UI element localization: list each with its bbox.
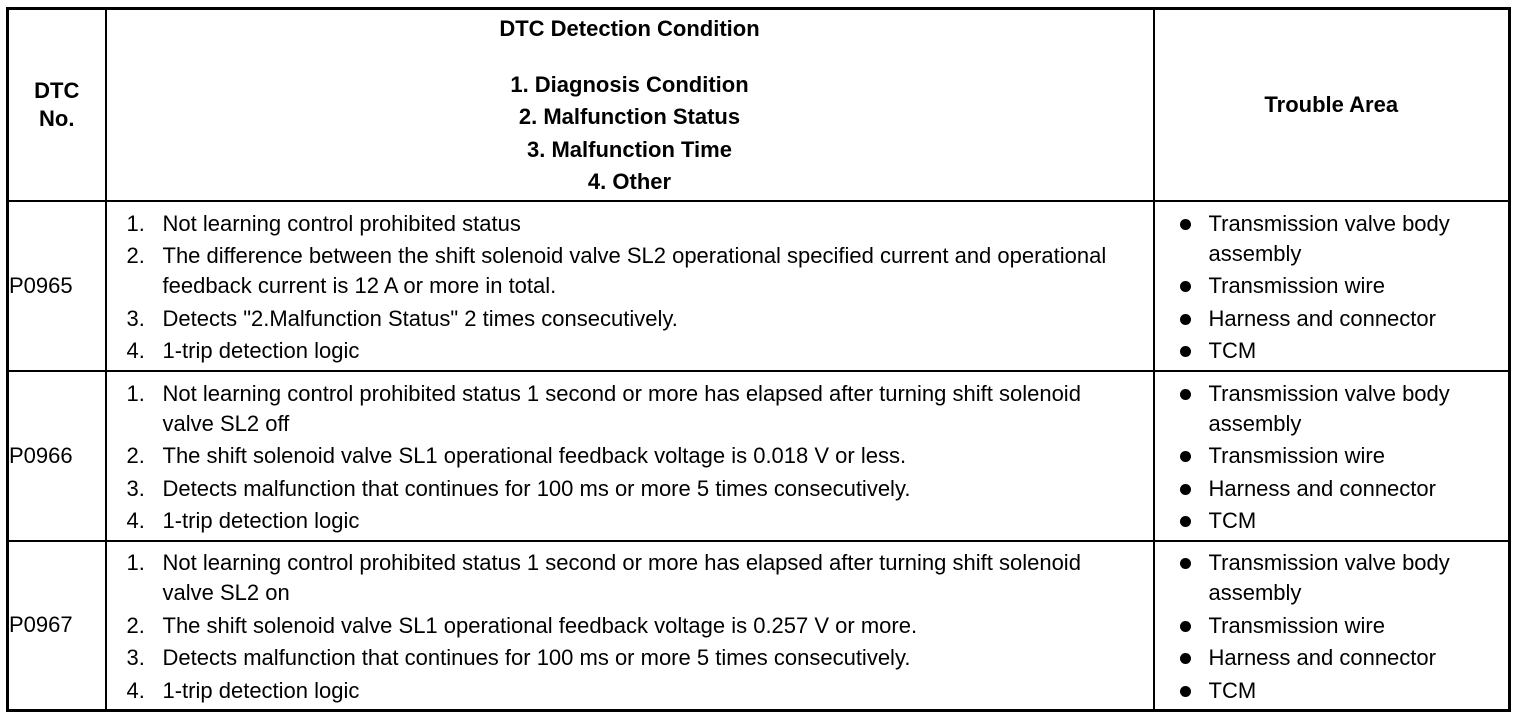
condition-item [127,611,1153,641]
bullet-icon [1177,336,1209,366]
header-detection-condition [106,9,1154,201]
bullet-icon [1177,441,1209,471]
condition-text: Not learning control prohibited status 1 second or more has elapsed after turning shift solenoid valve SL2 off [162,380,1081,436]
condition-item [127,506,1153,536]
trouble-area-item [1177,304,1509,334]
condition-number: 4. [126,338,145,363]
condition-number: 2. [126,243,145,268]
dtc-code-cell: P0967 [8,541,106,711]
condition-text: The shift solenoid valve SL1 operational feedback voltage is 0.018 V or less. [162,443,907,468]
trouble-area-item [1177,611,1509,641]
condition-item [127,643,1153,673]
condition-item [127,474,1153,504]
condition-item [127,304,1153,334]
trouble-area-list [1155,542,1509,706]
trouble-area-text: Harness and connector [1208,645,1436,671]
trouble-area-item [1177,676,1509,706]
bullet-icon [1177,474,1209,504]
trouble-area-text: TCM [1208,677,1257,703]
condition-number: 4. [126,677,145,703]
condition-item [127,379,1153,439]
condition-number: 3. [126,305,145,331]
table-row [8,541,1510,711]
condition-text: The difference between the shift solenoid valve SL2 operational specified current and operational feedback current is 12 A or more in total. [162,243,1107,298]
header-condition-title: DTC Detection Condition [499,15,760,41]
trouble-area-text: Harness and connector [1208,305,1436,331]
trouble-area-text: Transmission valve body assembly [1208,210,1450,266]
condition-number: 1. [126,210,145,236]
condition-text: Not learning control prohibited status [162,210,521,236]
condition-number: 1. [126,380,145,406]
bullet-icon [1177,676,1209,706]
condition-list [107,373,1153,537]
condition-item [127,241,1153,301]
dtc-table [6,7,1511,712]
trouble-area-text: Transmission wire [1208,443,1385,468]
condition-cell [106,371,1154,541]
trouble-area-item [1177,441,1509,471]
header-dtc-no-line1: DTC [34,77,80,103]
condition-item [127,441,1153,471]
trouble-area-cell [1154,201,1510,371]
condition-list [107,542,1153,706]
condition-number: 4. [126,508,145,533]
bullet-icon [1177,304,1209,334]
trouble-area-text: Transmission wire [1208,273,1385,298]
trouble-area-list [1155,203,1509,367]
condition-number: 3. [126,475,145,501]
condition-text: 1-trip detection logic [162,338,360,363]
condition-text: 1-trip detection logic [162,677,360,703]
condition-item [127,209,1153,239]
condition-number: 1. [126,550,145,576]
dtc-code-cell: P0966 [8,371,106,541]
trouble-area-text: Transmission wire [1208,612,1385,638]
condition-text: Not learning control prohibited status 1 second or more has elapsed after turning shift solenoid valve SL2 on [162,550,1081,606]
dtc-code-cell: P0965 [8,201,106,371]
trouble-area-item [1177,209,1509,269]
condition-text: Detects malfunction that continues for 100 ms or more 5 times consecutively. [162,475,911,501]
bullet-icon [1177,209,1209,269]
bullet-icon [1177,271,1209,301]
condition-cell [106,541,1154,711]
header-condition-step: 3. Malfunction Time [527,136,732,162]
bullet-icon [1177,506,1209,536]
trouble-area-text: Transmission valve body assembly [1208,550,1450,606]
trouble-area-cell [1154,541,1510,711]
condition-text: Detects malfunction that continues for 100 ms or more 5 times consecutively. [162,645,911,671]
bullet-icon [1177,379,1209,439]
condition-item [127,336,1153,366]
trouble-area-item [1177,379,1509,439]
condition-number: 2. [126,612,145,638]
header-row [8,9,1510,201]
table-row [8,371,1510,541]
trouble-area-item [1177,643,1509,673]
trouble-area-cell [1154,371,1510,541]
header-condition-steps [107,69,1153,199]
trouble-area-item [1177,548,1509,608]
condition-text: The shift solenoid valve SL1 operational feedback voltage is 0.257 V or more. [162,612,918,638]
bullet-icon [1177,643,1209,673]
condition-item [127,548,1153,608]
header-trouble-area: Trouble Area [1154,9,1510,201]
condition-text: Detects "2.Malfunction Status" 2 times consecutively. [162,305,678,331]
table-row [8,201,1510,371]
bullet-icon [1177,611,1209,641]
condition-text: 1-trip detection logic [162,508,360,533]
trouble-area-list [1155,373,1509,537]
header-condition-step: 1. Diagnosis Condition [510,71,749,97]
trouble-area-text: TCM [1208,338,1257,363]
header-dtc-no [8,9,106,201]
header-dtc-no-line2: No. [39,105,75,131]
header-condition-step: 4. Other [587,169,672,195]
trouble-area-item [1177,506,1509,536]
condition-number: 2. [126,443,145,468]
trouble-area-text: Harness and connector [1208,475,1436,501]
trouble-area-item [1177,336,1509,366]
bullet-icon [1177,548,1209,608]
condition-cell [106,201,1154,371]
condition-number: 3. [126,645,145,671]
trouble-area-item [1177,271,1509,301]
condition-item [127,676,1153,706]
trouble-area-item [1177,474,1509,504]
trouble-area-text: TCM [1208,508,1257,533]
condition-list [107,203,1153,367]
trouble-area-text: Transmission valve body assembly [1208,380,1450,436]
header-condition-step: 2. Malfunction Status [518,104,741,130]
